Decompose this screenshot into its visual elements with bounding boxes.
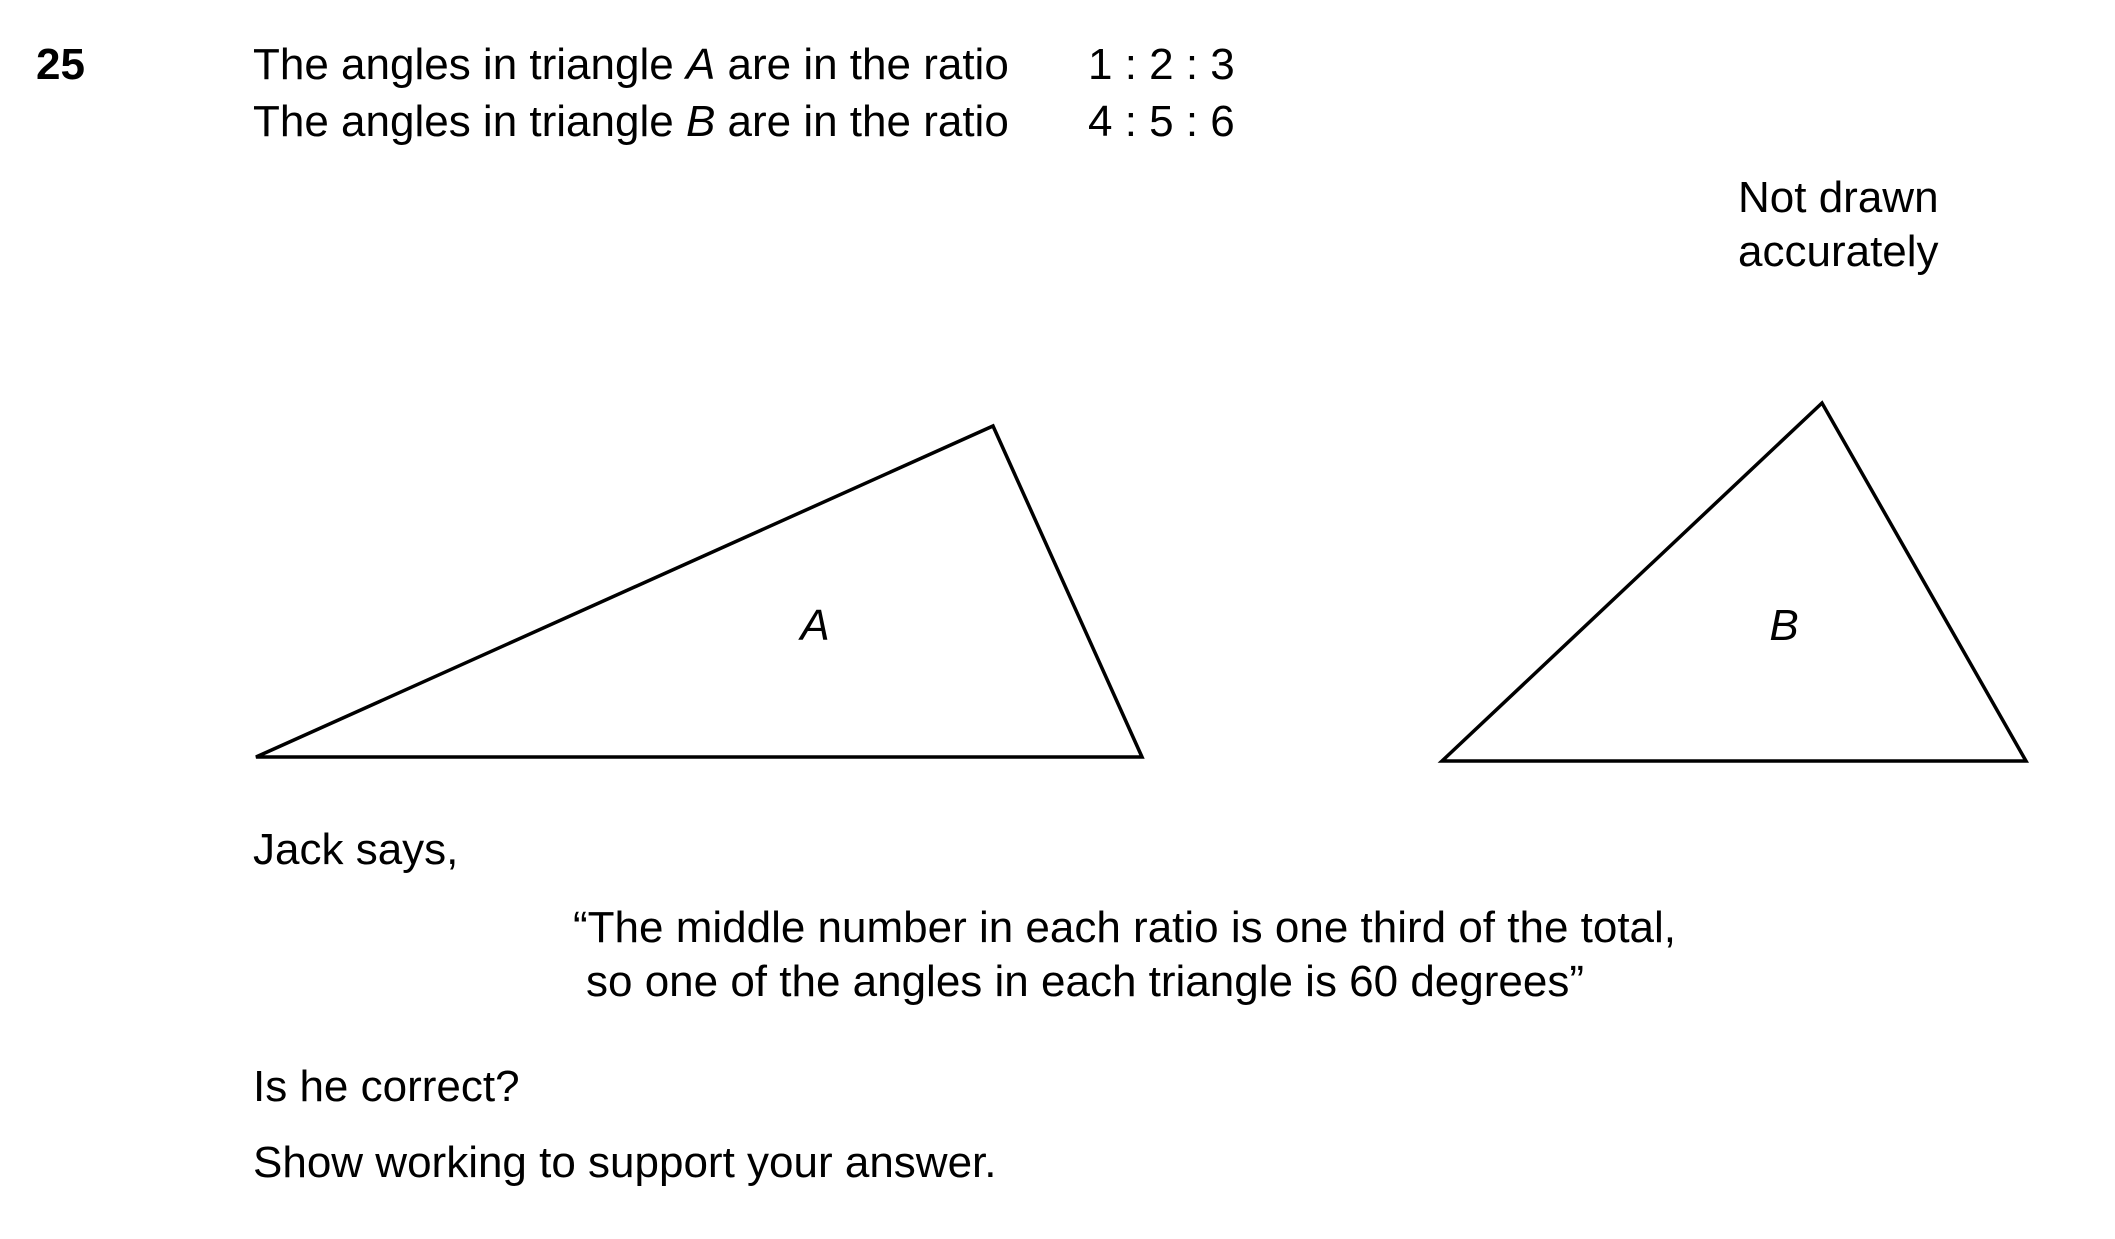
quote-line-2: so one of the angles in each triangle is 60 degrees”: [586, 957, 1584, 1006]
statement-a-variable: A: [685, 40, 716, 89]
not-drawn-note-line1: Not drawn: [1738, 173, 1939, 222]
quote-line-1: “The middle number in each ratio is one third of the total,: [573, 903, 1677, 952]
triangle-b-label: B: [1769, 601, 1799, 650]
triangle-a-label: A: [800, 601, 830, 650]
show-working-instruction: Show working to support your answer.: [253, 1138, 997, 1187]
triangle-b: [1442, 403, 2026, 761]
statement-b-prefix: The angles in triangle: [253, 97, 686, 146]
statement-b-variable: B: [685, 97, 716, 146]
is-he-correct: Is he correct?: [253, 1062, 520, 1111]
triangle-a: [256, 426, 1142, 757]
question-number: 25: [36, 40, 85, 89]
statement-a-suffix: are in the ratio: [715, 40, 1009, 89]
statement-a-prefix: The angles in triangle: [253, 40, 686, 89]
jack-says: Jack says,: [253, 825, 459, 874]
ratio-b: 4 : 5 : 6: [1088, 97, 1235, 146]
statement-b-suffix: are in the ratio: [715, 97, 1009, 146]
not-drawn-note-line2: accurately: [1738, 227, 1939, 276]
ratio-a: 1 : 2 : 3: [1088, 40, 1235, 89]
